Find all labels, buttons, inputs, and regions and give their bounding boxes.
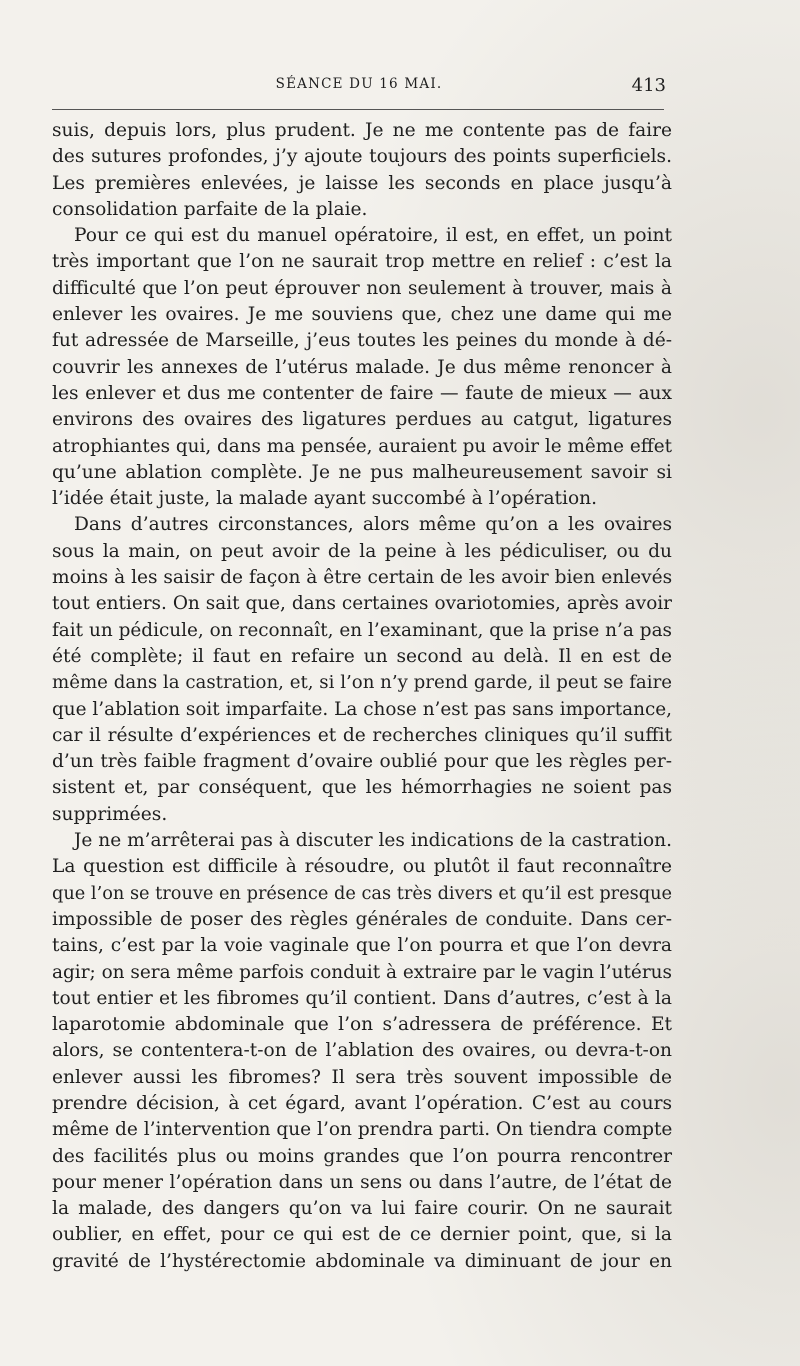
text-line: prendre décision, à cet égard, avant l’opération. C’est au cours: [52, 1092, 672, 1114]
text-line: laparotomie abdominale que l’on s’adressera de préférence. Et: [52, 1014, 672, 1036]
text-line: que l’on se trouve en présence de cas très divers et qu’il est presque: [52, 883, 673, 904]
text-line: été complète; il faut en refaire un second au delà. Il en est de: [52, 645, 672, 667]
text-line: gravité de l’hystérectomie abdominale va diminuant de jour en: [52, 1250, 672, 1272]
text-line: l’idée était juste, la malade ayant succombé à l’opération.: [52, 488, 598, 510]
text-line: fait un pédicule, on reconnaît, en l’examinant, que la prise n’a pas: [52, 619, 672, 641]
text-line: suis, depuis lors, plus prudent. Je ne me contente pas de faire: [52, 120, 672, 141]
text-line: impossible de poser des règles générales de conduite. Dans cer-: [52, 908, 672, 930]
text-line: que l’ablation soit imparfaite. La chose n’est pas sans importance,: [52, 698, 672, 720]
text-line: même de l’intervention que l’on prendra parti. On tiendra compte: [52, 1119, 673, 1141]
text-line: environs des ovaires des ligatures perdues au catgut, ligatures: [52, 409, 672, 431]
text-line: La question est difficile à résoudre, ou plutôt il faut reconnaître: [52, 856, 672, 878]
text-line: tout entier et les fibromes qu’il contient. Dans d’autres, c’est à la: [52, 987, 672, 1009]
text-line: Les premières enlevées, je laisse les seconds en place jusqu’à: [52, 172, 672, 194]
text-line: sistent et, par conséquent, que les hémorrhagies ne soient pas: [52, 777, 672, 799]
text-line: enlever aussi les fibromes? Il sera très souvent impossible de: [52, 1066, 672, 1088]
text-line: moins à les saisir de façon à être certain de les avoir bien enlevés: [52, 567, 673, 589]
text-line: supprimées.: [52, 803, 168, 825]
text-line: d’un très faible fragment d’ovaire oublié pour que les règles per-: [52, 751, 672, 773]
text-line: pour mener l’opération dans un sens ou dans l’autre, de l’état de: [52, 1171, 672, 1193]
text-line: la malade, des dangers qu’on va lui faire courir. On ne saurait: [52, 1198, 672, 1220]
text-line: fut adressée de Marseille, j’eus toutes les peines du monde à dé-: [52, 330, 672, 352]
text-line: Je ne m’arrêterai pas à discuter les indications de la castration.: [74, 830, 672, 852]
text-line: sous la main, on peut avoir de la peine à les pédiculiser, ou du: [52, 540, 672, 562]
text-line: tout entiers. On sait que, dans certaines ovariotomies, après avoir: [52, 593, 672, 615]
text-line: qu’une ablation complète. Je ne pus malheureusement savoir si: [52, 461, 672, 483]
text-line: agir; on sera même parfois conduit à extraire par le vagin l’utérus: [52, 961, 672, 983]
text-line: consolidation parfaite de la plaie.: [52, 198, 368, 220]
text-line: des facilités plus ou moins grandes que l’on pourra rencontrer: [52, 1145, 672, 1167]
text-line: oublier, en effet, pour ce qui est de ce dernier point, que, si la: [52, 1224, 672, 1246]
text-line: couvrir les annexes de l’utérus malade. Je dus même renoncer à: [52, 356, 672, 378]
page-number: 413: [631, 75, 666, 96]
text-line: les enlever et dus me contenter de faire — faute de mieux — aux: [52, 382, 672, 404]
text-line: atrophiantes qui, dans ma pensée, auraient pu avoir le même effet: [52, 435, 672, 457]
text-line: car il résulte d’expériences et de recherches cliniques qu’il suffit: [52, 724, 672, 746]
text-line: des sutures profondes, j’y ajoute toujours des points superficiels.: [52, 146, 672, 168]
text-line: Dans d’autres circonstances, alors même qu’on a les ovaires: [74, 514, 672, 536]
text-line: alors, se contentera-t-on de l’ablation des ovaires, ou devra-t-on: [52, 1040, 672, 1062]
text-line: très important que l’on ne saurait trop mettre en relief : c’est la: [52, 251, 672, 273]
text-line: difficulté que l’on peut éprouver non seulement à trouver, mais à: [52, 277, 672, 299]
text-line: enlever les ovaires. Je me souviens que, chez une dame qui me: [52, 304, 672, 326]
body-text: [52, 118, 672, 1275]
running-head: [52, 76, 666, 102]
text-line: même dans la castration, et, si l’on n’y prend garde, il peut se faire: [52, 672, 672, 694]
running-title: SÉANCE DU 16 MAI.: [275, 76, 443, 92]
text-line: Pour ce qui est du manuel opératoire, il est, en effet, un point: [74, 225, 672, 247]
text-line: tains, c’est par la voie vaginale que l’on pourra et que l’on devra: [52, 935, 672, 957]
header-rule: [52, 109, 664, 110]
